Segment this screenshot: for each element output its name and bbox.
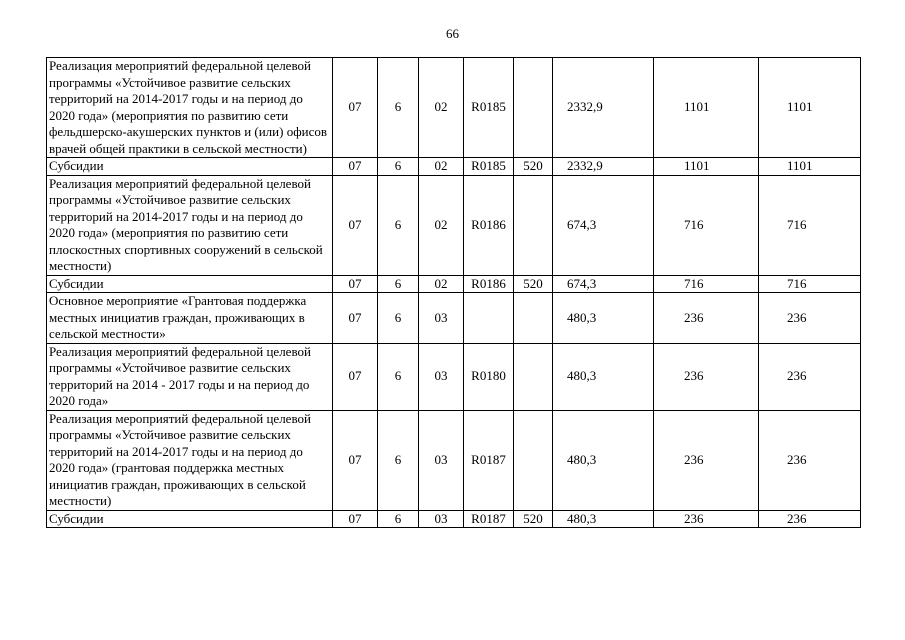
- subprogram-code: 03: [419, 410, 464, 510]
- expense-type: 520: [514, 510, 553, 528]
- subprogram-code: 03: [419, 343, 464, 410]
- program-code: 6: [378, 410, 419, 510]
- row-name: Реализация мероприятий федеральной целевой программы «Устойчивое развитие сельских территорий на 2014-2017 годы и на период до 2020 года» (мероприятия по развитию сети фельдшерско-акушерских пунктов и (или) офисов врачей общей практики в сельской местности): [47, 58, 333, 158]
- page-number: 66: [446, 26, 459, 41]
- amount-year-1: 674,3: [553, 275, 654, 293]
- amount-year-3: 716: [759, 175, 861, 275]
- subprogram-code: 03: [419, 293, 464, 344]
- program-code: 6: [378, 293, 419, 344]
- expense-type: 520: [514, 275, 553, 293]
- row-name: Реализация мероприятий федеральной целевой программы «Устойчивое развитие сельских территорий на 2014 - 2017 годы и на период до 2020 года»: [47, 343, 333, 410]
- budget-table: [46, 57, 861, 528]
- amount-year-3: 236: [759, 293, 861, 344]
- row-name: Основное мероприятие «Грантовая поддержка местных инициатив граждан, проживающих в сельской местности»: [47, 293, 333, 344]
- amount-year-2: 236: [654, 510, 759, 528]
- target-article: R0187: [464, 410, 514, 510]
- target-article: R0180: [464, 343, 514, 410]
- amount-year-2: 236: [654, 293, 759, 344]
- table-row: [47, 510, 861, 528]
- row-name: Субсидии: [47, 158, 333, 176]
- amount-year-1: 480,3: [553, 343, 654, 410]
- program-code: 6: [378, 58, 419, 158]
- amount-year-1: 480,3: [553, 410, 654, 510]
- expense-type: [514, 293, 553, 344]
- amount-year-1: 480,3: [553, 293, 654, 344]
- amount-year-2: 1101: [654, 58, 759, 158]
- target-article: R0185: [464, 158, 514, 176]
- expense-type: [514, 58, 553, 158]
- expense-type: 520: [514, 158, 553, 176]
- amount-year-2: 716: [654, 175, 759, 275]
- row-name: Реализация мероприятий федеральной целевой программы «Устойчивое развитие сельских территорий на 2014-2017 годы и на период до 2020 года» (грантовая поддержка местных инициатив граждан, проживающих в сельской местности): [47, 410, 333, 510]
- expense-type: [514, 343, 553, 410]
- row-name: Субсидии: [47, 275, 333, 293]
- section-code: 07: [333, 293, 378, 344]
- expense-type: [514, 410, 553, 510]
- amount-year-1: 2332,9: [553, 58, 654, 158]
- table-row: [47, 275, 861, 293]
- subprogram-code: 02: [419, 275, 464, 293]
- row-name: Субсидии: [47, 510, 333, 528]
- table-row: [47, 343, 861, 410]
- target-article: R0186: [464, 175, 514, 275]
- target-article: R0187: [464, 510, 514, 528]
- amount-year-2: 236: [654, 410, 759, 510]
- amount-year-3: 1101: [759, 158, 861, 176]
- section-code: 07: [333, 410, 378, 510]
- amount-year-3: 1101: [759, 58, 861, 158]
- program-code: 6: [378, 510, 419, 528]
- section-code: 07: [333, 510, 378, 528]
- amount-year-3: 236: [759, 410, 861, 510]
- program-code: 6: [378, 158, 419, 176]
- subprogram-code: 02: [419, 175, 464, 275]
- table-row: [47, 158, 861, 176]
- target-article: [464, 293, 514, 344]
- section-code: 07: [333, 175, 378, 275]
- amount-year-3: 716: [759, 275, 861, 293]
- program-code: 6: [378, 275, 419, 293]
- section-code: 07: [333, 58, 378, 158]
- target-article: R0185: [464, 58, 514, 158]
- expense-type: [514, 175, 553, 275]
- subprogram-code: 03: [419, 510, 464, 528]
- table-row: [47, 410, 861, 510]
- amount-year-1: 2332,9: [553, 158, 654, 176]
- section-code: 07: [333, 275, 378, 293]
- section-code: 07: [333, 158, 378, 176]
- table-row: [47, 58, 861, 158]
- amount-year-2: 236: [654, 343, 759, 410]
- amount-year-3: 236: [759, 343, 861, 410]
- subprogram-code: 02: [419, 58, 464, 158]
- amount-year-3: 236: [759, 510, 861, 528]
- amount-year-1: 674,3: [553, 175, 654, 275]
- subprogram-code: 02: [419, 158, 464, 176]
- amount-year-2: 716: [654, 275, 759, 293]
- table-row: [47, 175, 861, 275]
- program-code: 6: [378, 343, 419, 410]
- amount-year-1: 480,3: [553, 510, 654, 528]
- program-code: 6: [378, 175, 419, 275]
- amount-year-2: 1101: [654, 158, 759, 176]
- table-row: [47, 293, 861, 344]
- target-article: R0186: [464, 275, 514, 293]
- row-name: Реализация мероприятий федеральной целевой программы «Устойчивое развитие сельских территорий на 2014-2017 годы и на период до 2020 года» (мероприятия по развитию сети плоскостных спортивных сооружений в сельской местности): [47, 175, 333, 275]
- section-code: 07: [333, 343, 378, 410]
